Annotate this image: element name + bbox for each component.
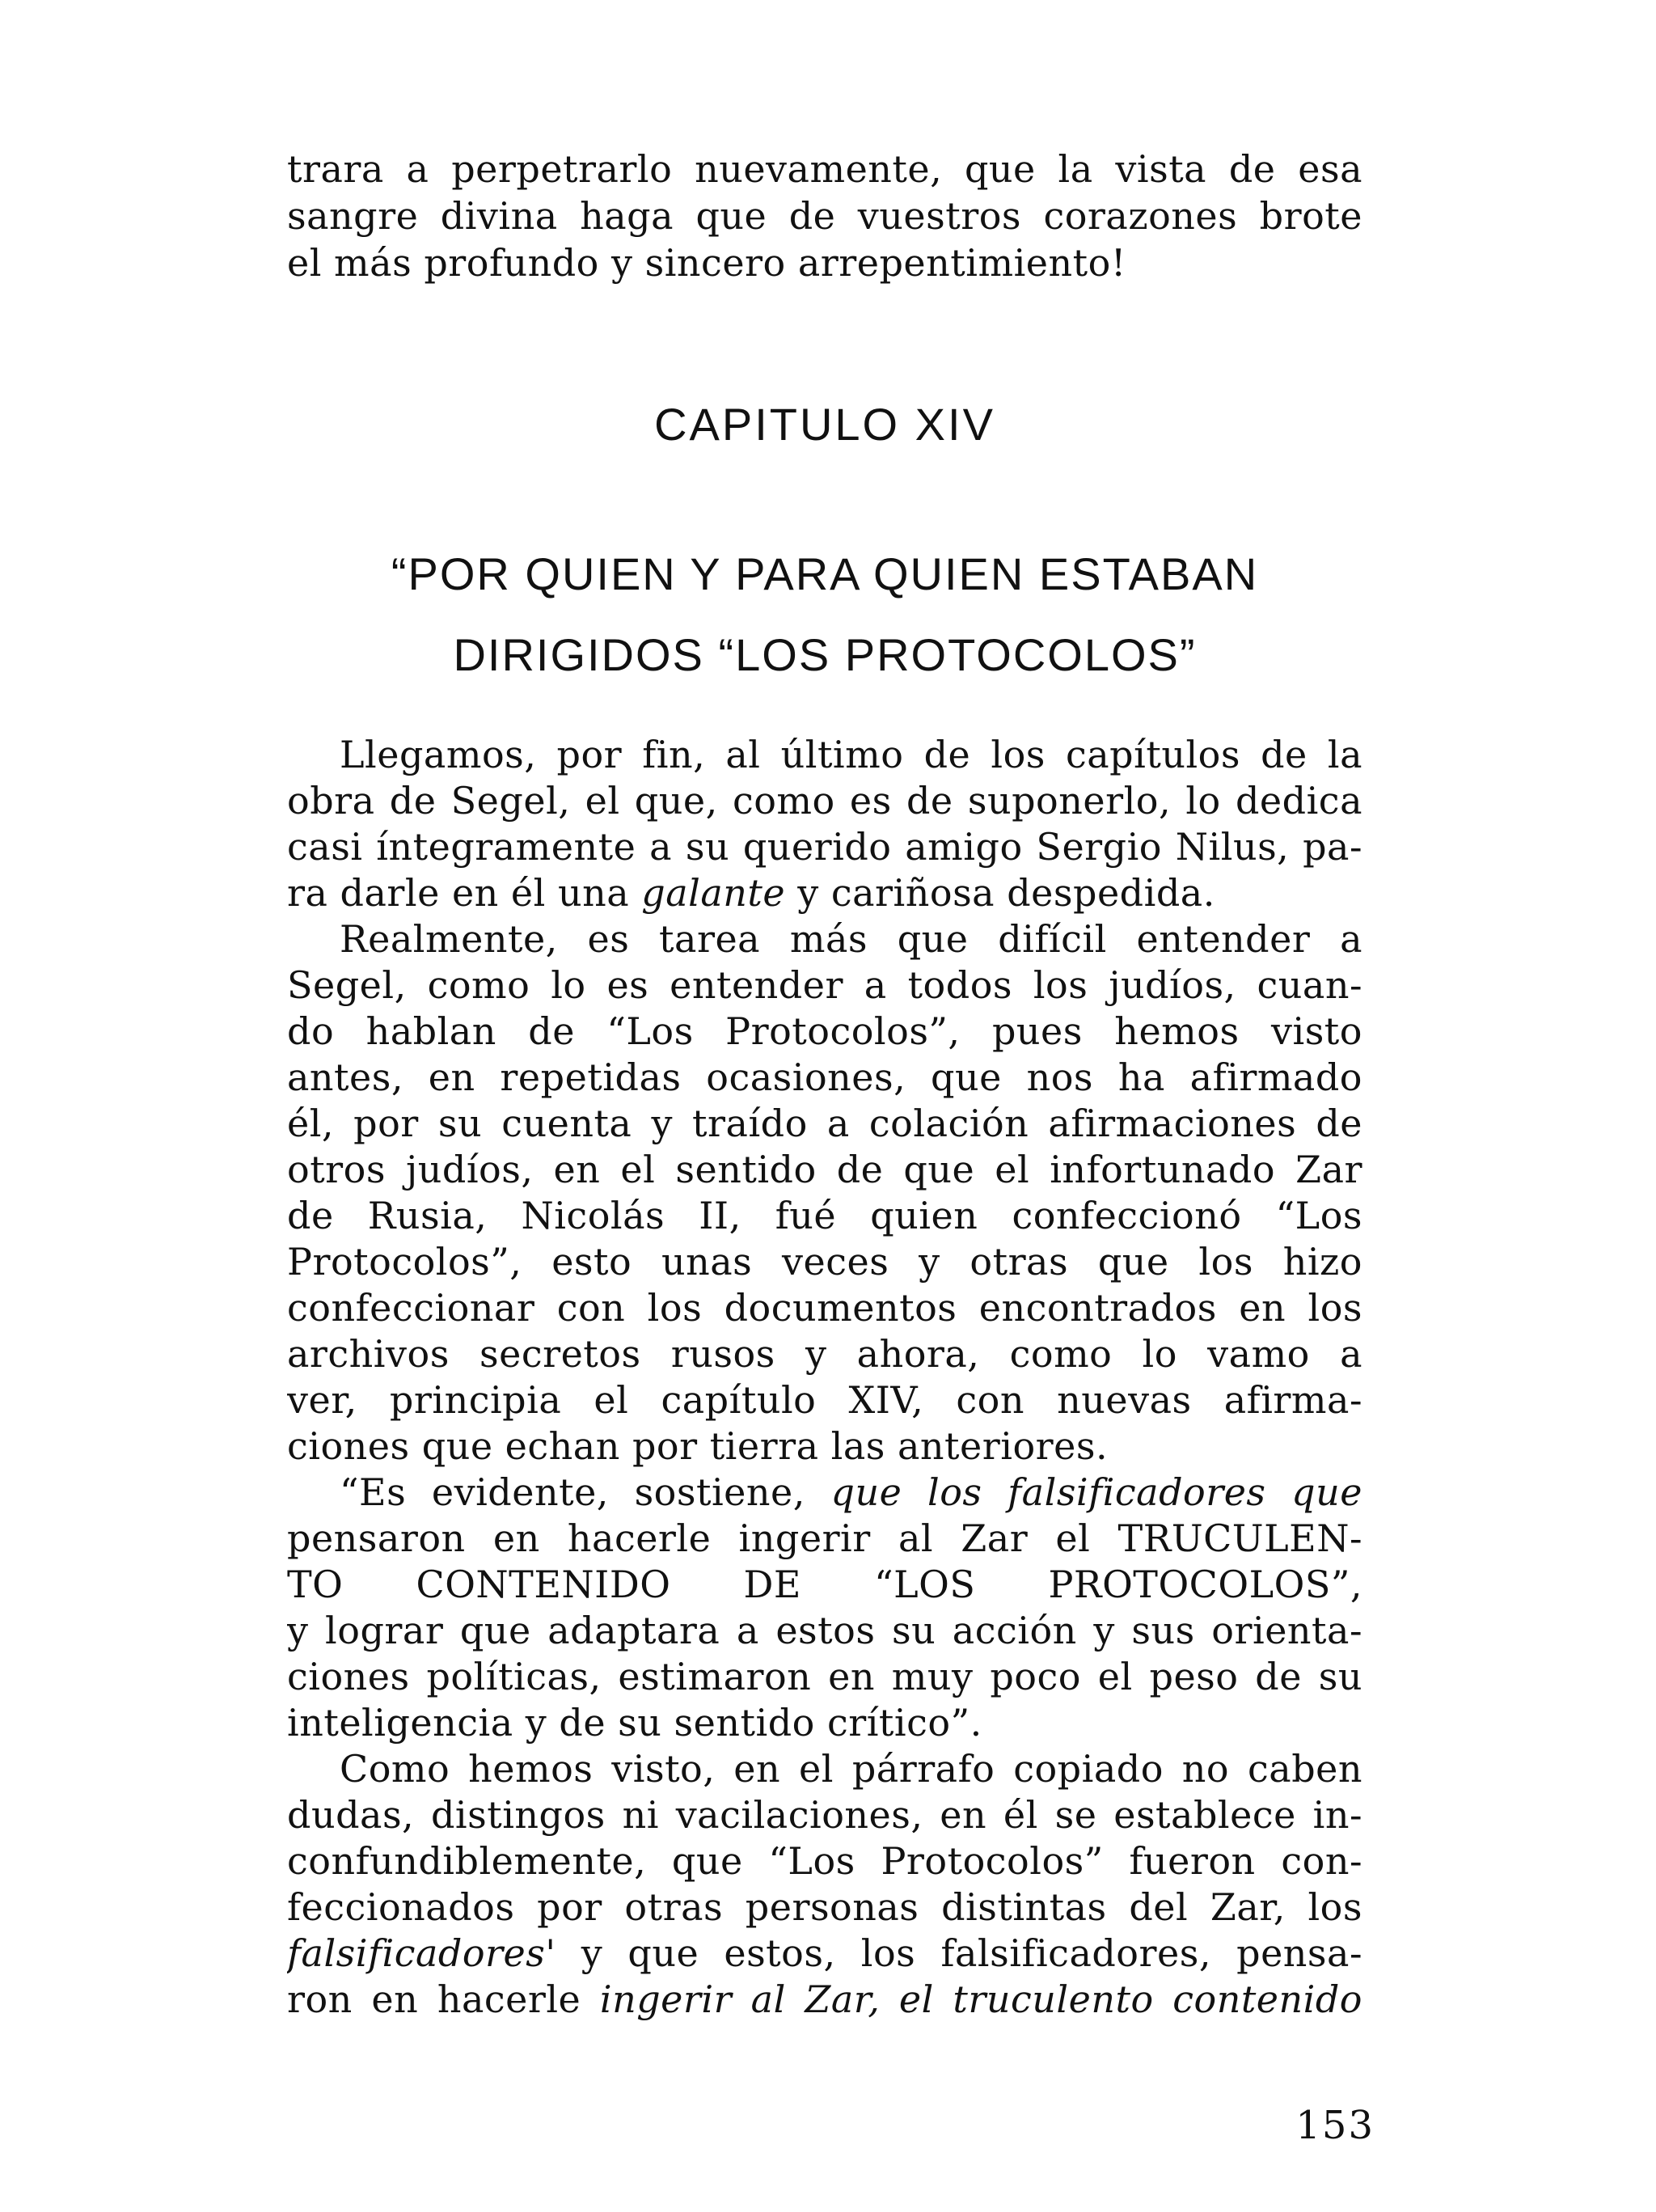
text-line: [287, 1470, 1362, 1516]
text-line: ciones que echan por tierra las anteriores.: [287, 1424, 1109, 1468]
text-run: ron en hacerle: [287, 1977, 600, 2021]
text-line: trara a perpetrarlo nuevamente, que la vista de esa: [287, 147, 1362, 191]
text-line: casi íntegramente a su querido amigo Sergio Nilus, pa-: [287, 825, 1362, 869]
italic-text: galante: [641, 871, 786, 915]
text-line: ciones políticas, estimaron en muy poco el peso de su: [287, 1655, 1362, 1698]
text-line: Llegamos, por fin, al último de los capítulos de la: [340, 733, 1362, 776]
body-text: [287, 732, 1362, 2023]
text-line: y lograr que adaptara a estos su acción y sus orienta-: [287, 1609, 1362, 1652]
text-line: dudas, distingos ni vacilaciones, en él se establece in-: [287, 1793, 1362, 1837]
italic-text: que los falsificadores que: [830, 1470, 1362, 1514]
text-run: “Es evidente, sostiene,: [340, 1470, 831, 1514]
page-number: 153: [1295, 2103, 1375, 2148]
paragraph: [287, 1746, 1362, 2023]
text-line: [287, 870, 1362, 916]
text-line: Protocolos”, esto unas veces y otras que los hizo: [287, 1240, 1362, 1284]
text-line: inteligencia y de su sentido crítico”.: [287, 1701, 982, 1745]
text-line: [287, 1931, 1362, 1977]
chapter-title: [287, 534, 1362, 696]
chapter-title-line: DIRIGIDOS “LOS PROTOCOLOS”: [453, 629, 1197, 680]
chapter-title-line: “POR QUIEN Y PARA QUIEN ESTABAN: [391, 548, 1259, 599]
text-line: TO CONTENIDO DE “LOS PROTOCOLOS”,: [287, 1563, 1362, 1606]
text-run: ra darle en él una: [287, 871, 642, 915]
paragraph: [287, 732, 1362, 916]
text-line: feccionados por otras personas distintas del Zar, los: [287, 1885, 1362, 1929]
italic-text: falsificadores': [287, 1931, 556, 1975]
text-line: él, por su cuenta y traído a colación afirmaciones de: [287, 1102, 1362, 1145]
text-line: el más profundo y sincero arrepentimiento!: [287, 241, 1126, 285]
text-run: y que estos, los falsificadores, pensa-: [556, 1931, 1362, 1975]
text-line: otros judíos, en el sentido de que el infortunado Zar: [287, 1148, 1362, 1191]
chapter-number: CAPITULO XIV: [654, 399, 995, 450]
text-line: antes, en repetidas ocasiones, que nos ha afirmado: [287, 1055, 1362, 1099]
paragraph: [287, 916, 1362, 1470]
text-line: ver, principia el capítulo XIV, con nuevas afirma-: [287, 1378, 1362, 1422]
text-line: Segel, como lo es entender a todos los judíos, cuan-: [287, 963, 1362, 1007]
text-line: obra de Segel, el que, como es de suponerlo, lo dedica: [287, 779, 1362, 823]
text-line: Realmente, es tarea más que difícil entender a: [340, 917, 1362, 961]
text-line: [287, 1977, 1362, 2023]
text-line: pensaron en hacerle ingerir al Zar el TRUCULEN-: [287, 1516, 1362, 1560]
intro-paragraph: [287, 146, 1362, 286]
italic-text: ingerir al Zar, el truculento contenido: [599, 1977, 1362, 2021]
text-line: confundiblemente, que “Los Protocolos” fueron con-: [287, 1839, 1362, 1883]
text-line: Como hemos visto, en el párrafo copiado no caben: [340, 1747, 1362, 1791]
text-run: y cariñosa despedida.: [785, 871, 1215, 915]
text-line: de Rusia, Nicolás II, fué quien confeccionó “Los: [287, 1194, 1362, 1237]
text-line: confeccionar con los documentos encontrados en los: [287, 1286, 1362, 1330]
text-line: sangre divina haga que de vuestros corazones brote: [287, 194, 1362, 238]
quotation-paragraph: [287, 1470, 1362, 1746]
text-line: do hablan de “Los Protocolos”, pues hemos visto: [287, 1009, 1362, 1053]
text-line: archivos secretos rusos y ahora, como lo vamo a: [287, 1332, 1362, 1376]
